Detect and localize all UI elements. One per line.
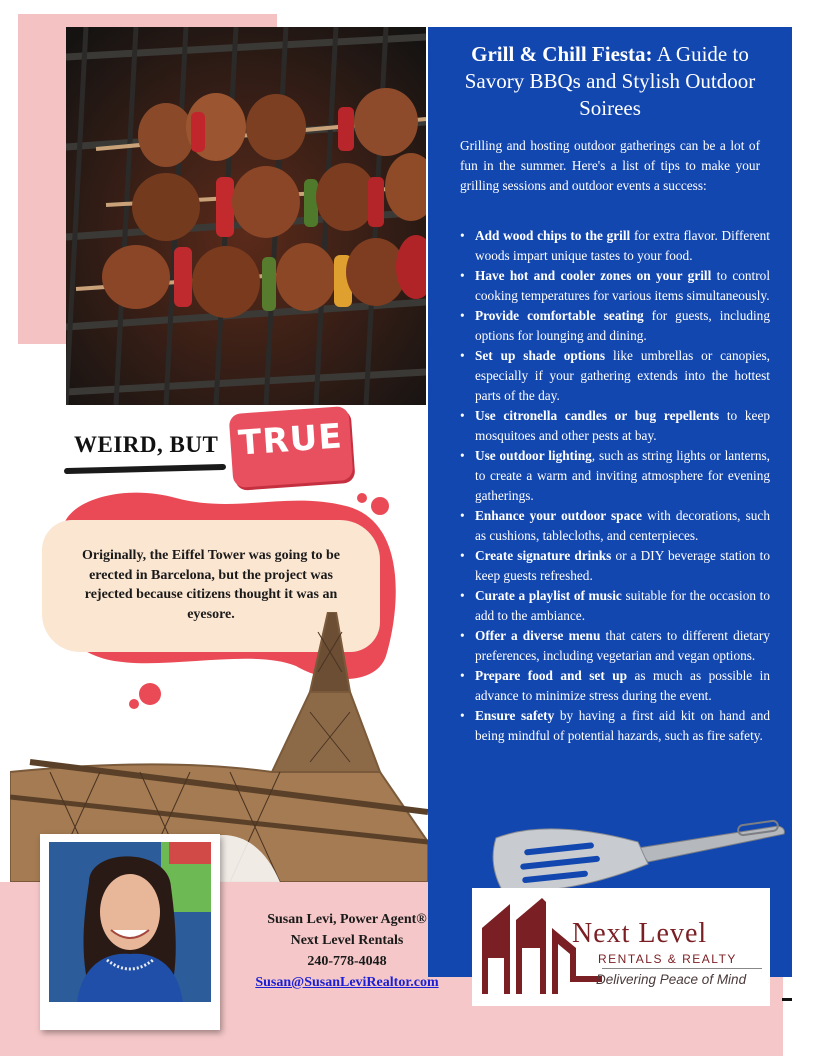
- true-badge-label: TRUE: [237, 416, 344, 464]
- tip-text: with decorations, such as cushions, tablecloths, and centerpieces.: [475, 508, 770, 543]
- tip-heading: Have hot and cooler zones on your grill: [475, 268, 712, 283]
- tip-item: [460, 666, 770, 706]
- tip-heading: Use citronella candles or bug repellents: [475, 408, 720, 423]
- heading-underline: [64, 464, 226, 474]
- tip-text: that caters to different dietary preferences, including vegetarian and vegan options.: [475, 628, 770, 663]
- tip-item: [460, 446, 770, 506]
- bbq-skewers-photo: [66, 27, 426, 405]
- intro-paragraph: Grilling and hosting outdoor gatherings can be a lot of fun in the summer. Here's a list of tips to make your grilling sessions and outdoor events a success:: [460, 138, 760, 193]
- tip-text: for guests, including options for lounging and dining.: [475, 308, 770, 343]
- tip-item: [460, 306, 770, 346]
- tip-item: [460, 266, 770, 306]
- tip-item: [460, 406, 770, 446]
- agent-email-link[interactable]: Susan@SusanLeviRealtor.com: [255, 975, 439, 990]
- tip-text: like umbrellas or canopies, especially if your gathering extends into the hottest parts of the day.: [475, 348, 770, 403]
- title-bold: Grill & Chill Fiesta:: [471, 42, 653, 66]
- agent-company: Next Level Rentals: [290, 933, 404, 948]
- tip-heading: Add wood chips to the grill: [475, 228, 631, 243]
- tips-list: [460, 226, 770, 746]
- tip-text: for extra flavor. Different woods impart unique tastes to your food.: [475, 228, 771, 263]
- tip-text: to control cooking temperatures for various items simultaneously.: [475, 268, 771, 303]
- tip-text: suitable for the occasion to add to the ambiance.: [475, 588, 770, 623]
- tip-text: or a DIY beverage station to keep guests refreshed.: [475, 548, 770, 583]
- tip-item: [460, 226, 770, 266]
- true-badge: [229, 406, 354, 488]
- tip-text: by having a first aid kit on hand and being mindful of potential hazards, such as fire safety.: [475, 708, 771, 743]
- page-title: [446, 41, 774, 122]
- tip-item: [460, 706, 770, 746]
- tip-heading: Prepare food and set up: [475, 668, 628, 683]
- agent-photo-frame: [40, 834, 220, 1030]
- tip-heading: Create signature drinks: [475, 548, 612, 563]
- logo-divider: [602, 968, 762, 969]
- tip-heading: Provide comfortable seating: [475, 308, 644, 323]
- tip-item: [460, 586, 770, 626]
- tip-text: as much as possible in advance to minimize stress during the event.: [475, 668, 770, 703]
- tip-heading: Enhance your outdoor space: [475, 508, 643, 523]
- tip-heading: Curate a playlist of music: [475, 588, 622, 603]
- tip-item: [460, 346, 770, 406]
- agent-photo: [49, 842, 211, 1002]
- tip-text: to keep mosquitoes and other pests at bay.: [475, 408, 771, 443]
- title-rest: A Guide to Savory BBQs and Stylish Outdoor Soirees: [464, 42, 756, 120]
- tip-item: [460, 546, 770, 586]
- tip-heading: Use outdoor lighting: [475, 448, 592, 463]
- tip-item: [460, 506, 770, 546]
- tip-heading: Ensure safety: [475, 708, 555, 723]
- company-logo: [472, 888, 770, 1006]
- logo-title: Next Level: [572, 918, 708, 949]
- tip-text: , such as string lights or lanterns, to create a warm and inviting atmosphere for evening gatherings.: [475, 448, 770, 503]
- agent-name: Susan Levi, Power Agent®: [267, 912, 427, 927]
- agent-contact: [232, 909, 462, 993]
- logo-subtitle: RENTALS & REALTY: [598, 952, 737, 966]
- fact-text: Originally, the Eiffel Tower was going to be erected in Barcelona, but the project was rejected because citizens thought it was an eyesore.: [82, 548, 340, 622]
- logo-tagline: Delivering Peace of Mind: [596, 972, 747, 987]
- tip-item: [460, 626, 770, 666]
- weird-heading: WEIRD, BUT: [74, 432, 219, 457]
- tip-heading: Offer a diverse menu: [475, 628, 601, 643]
- agent-phone: 240-778-4048: [307, 954, 387, 969]
- decorative-dash: [782, 998, 792, 1001]
- tip-heading: Set up shade options: [475, 348, 606, 363]
- spatula-illustration: [488, 818, 788, 898]
